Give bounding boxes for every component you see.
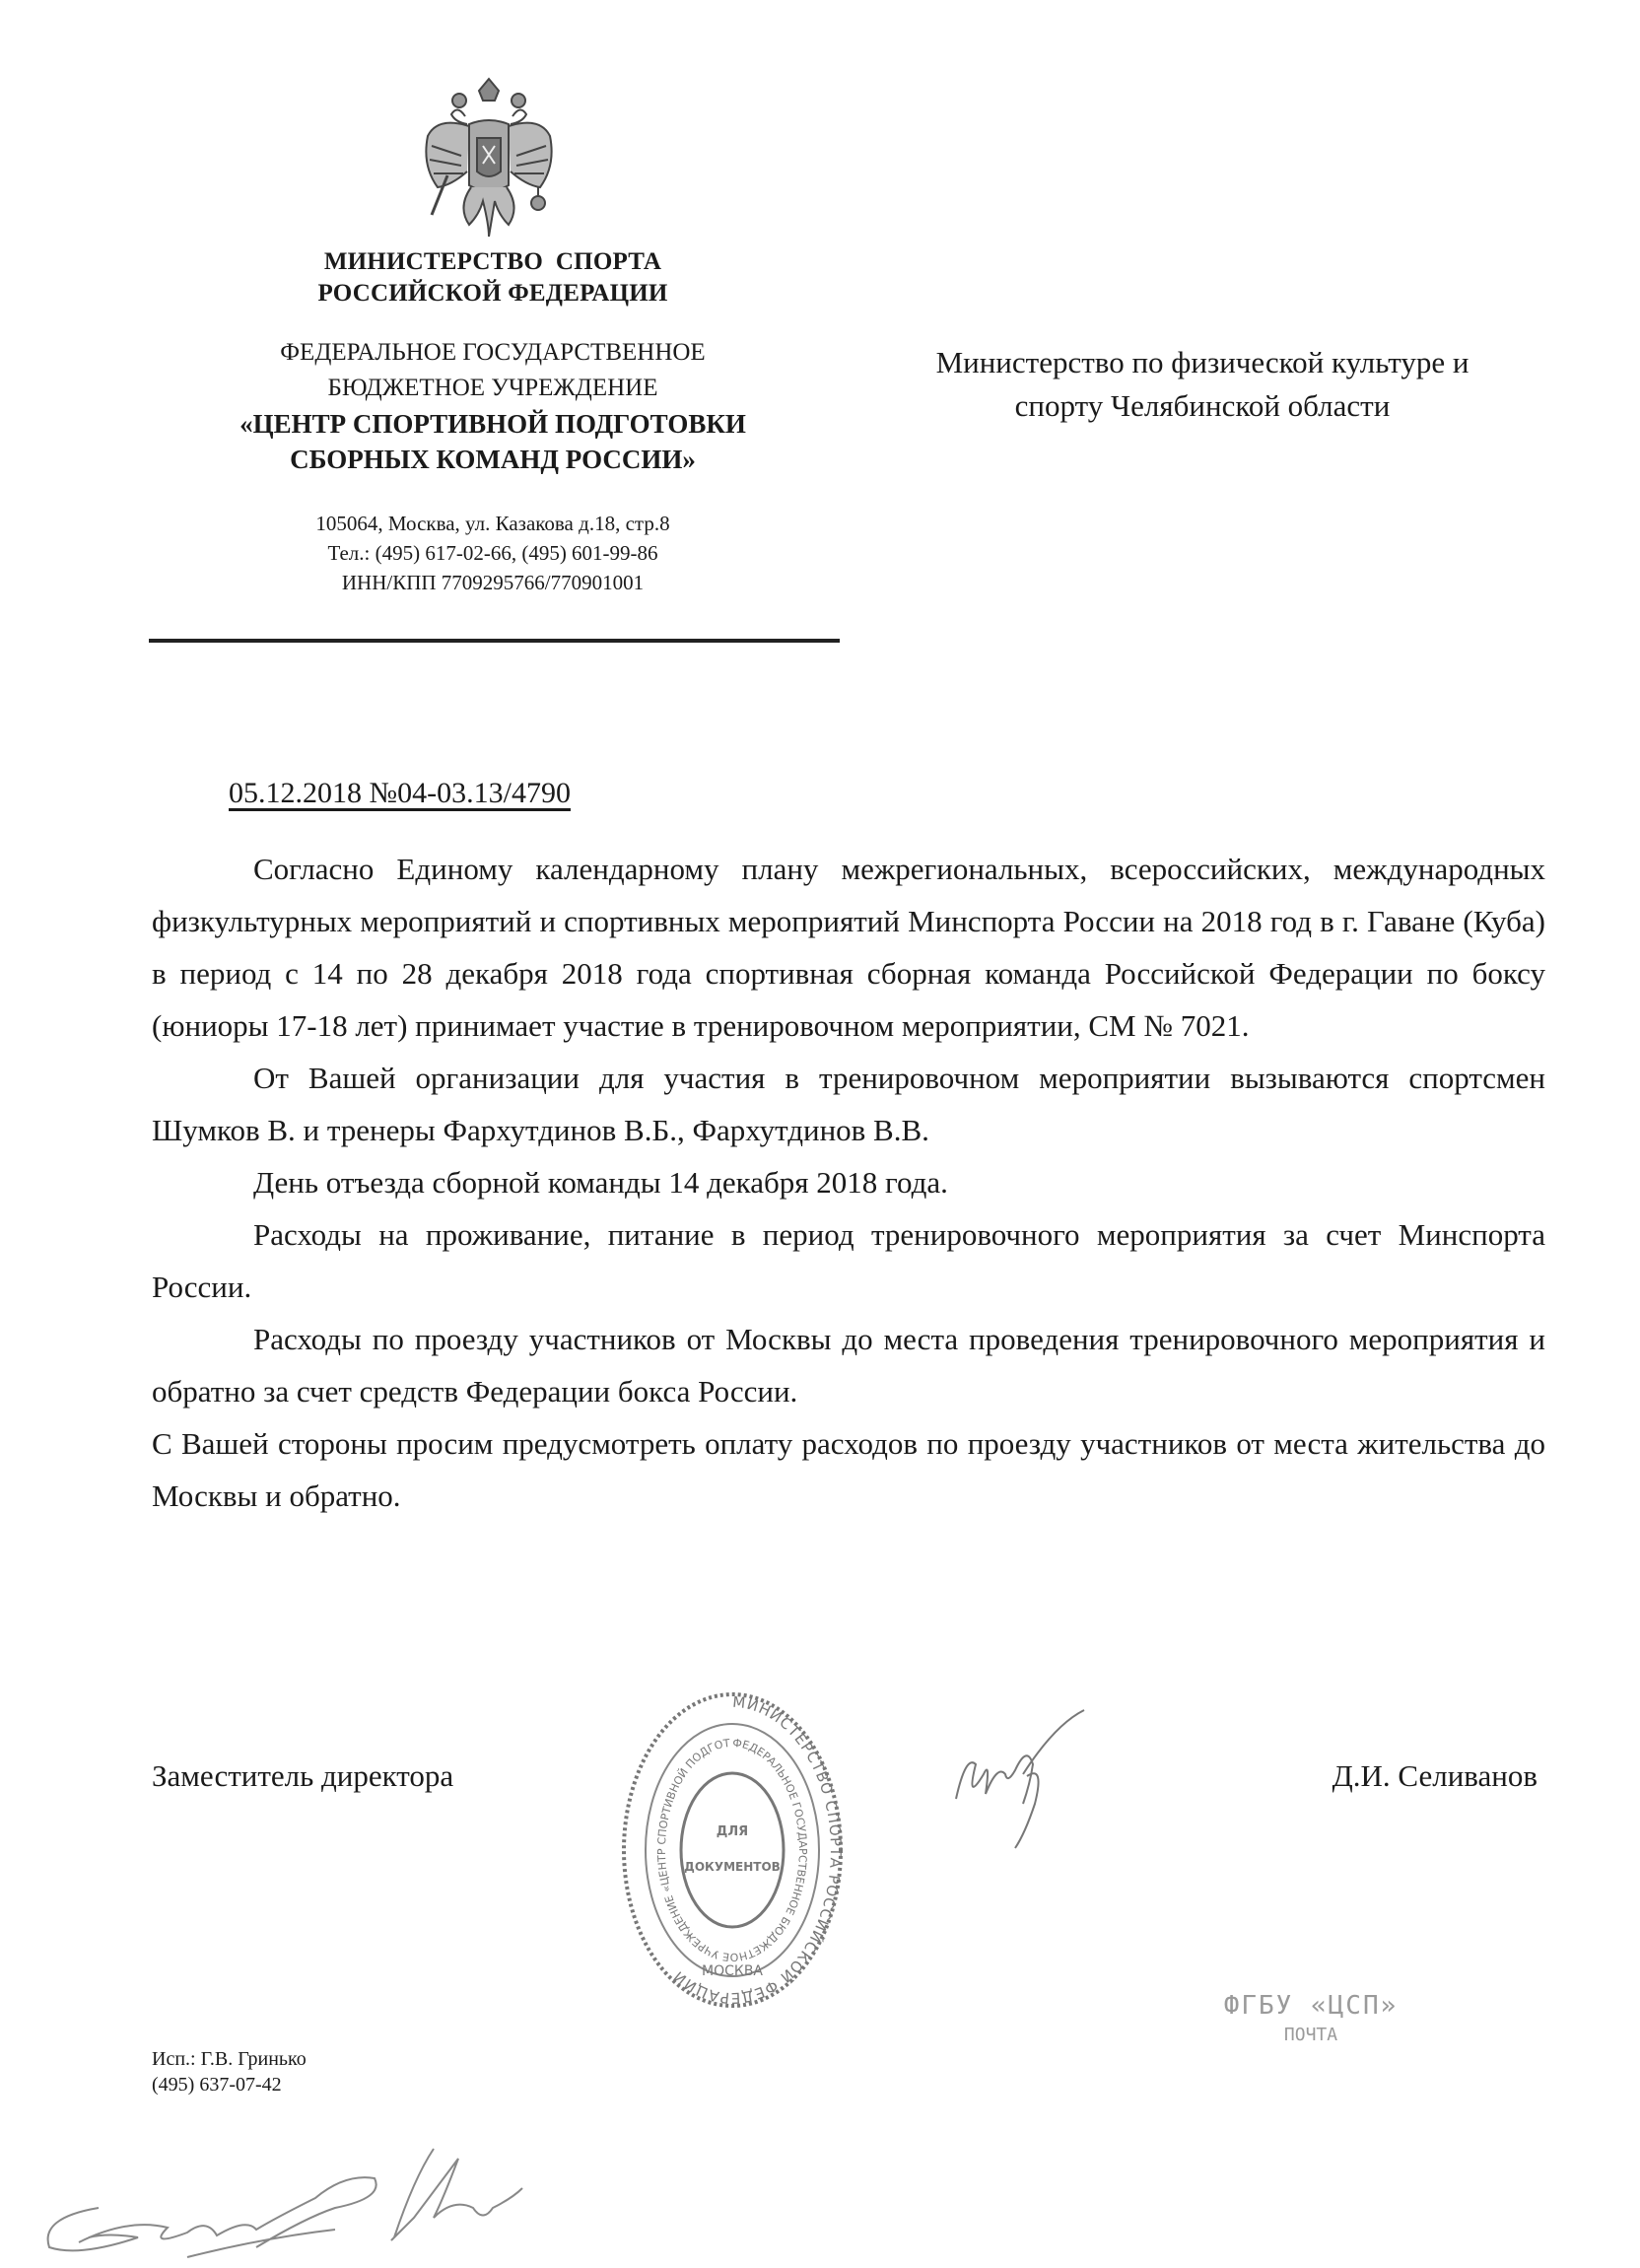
handwritten-signature xyxy=(936,1705,1104,1853)
document-reference: 05.12.2018 №04-03.13/4790 xyxy=(229,777,571,809)
org-inn-kpp: ИНН/КПП 7709295766/770901001 xyxy=(341,571,645,594)
handwritten-initials xyxy=(20,2139,532,2263)
signatory-position: Заместитель директора xyxy=(152,1758,454,1793)
seal-ring-text: ФЕДЕРАЛЬНОЕ ГОСУДАРСТВЕННОЕ БЮДЖЕТНОЕ УЧРЕЖДЕНИЕ «ЦЕНТР СПОРТИВНОЙ ПОДГОТ xyxy=(654,1736,809,1964)
seal-center-line1: ДЛЯ xyxy=(716,1824,749,1839)
org-phone: Тел.: (495) 617-02-66, (495) 601-99-86 xyxy=(327,541,658,565)
body-paragraph: С Вашей стороны просим предусмотреть оплату расходов по проезду участников от места жительства до Москвы и обратно. xyxy=(152,1426,1545,1513)
org-type-line2: БЮДЖЕТНОЕ УЧРЕЖДЕНИЕ xyxy=(327,375,658,401)
recipient-block xyxy=(848,341,1557,428)
body-paragraph: День отъезда сборной команды 14 декабря 2018 года. xyxy=(253,1165,948,1200)
body-paragraph: Расходы по проезду участников от Москвы до места проведения тренировочного мероприятия и обратно за счет средств Федерации бокса России. xyxy=(152,1322,1545,1409)
recipient-line2: спорту Челябинской области xyxy=(1014,388,1391,423)
official-seal xyxy=(619,1687,846,2013)
letterhead-divider xyxy=(149,639,840,643)
mail-stamp-label: ПОЧТА xyxy=(1283,2025,1338,2045)
org-name-line1: «ЦЕНТР СПОРТИВНОЙ ПОДГОТОВКИ xyxy=(239,409,746,439)
body-paragraph: Расходы на проживание, питание в период тренировочного мероприятия за счет Минспорта России. xyxy=(152,1217,1545,1304)
seal-outer-text: МИНИСТЕРСТВО СПОРТА РОССИЙСКОЙ ФЕДЕРАЦИИ xyxy=(669,1692,845,2008)
body-paragraph: От Вашей организации для участия в тренировочном мероприятии вызываются спортсмен Шумков В. и тренеры Фархутдинов В.Б., Фархутдинов В.В. xyxy=(152,1061,1545,1147)
recipient-line1: Министерство по физической культуре и xyxy=(935,345,1469,379)
coat-of-arms-emblem xyxy=(418,77,561,242)
body-paragraph: Согласно Единому календарному плану межрегиональных, всероссийских, международных физкультурных мероприятий и спортивных мероприятий Минспорта России на 2018 год в г. Гаване (Куба) в период с 14 по 28 декабря 2018 года спортивная сборная команда Российской Федерации по боксу (юниоры 17-18 лет) принимает участие в тренировочном мероприятии, СМ № 7021. xyxy=(152,852,1545,1043)
executor-name: Исп.: Г.В. Гринько xyxy=(152,2048,307,2070)
ministry-name-line1: МИНИСТЕРСТВО СПОРТА xyxy=(323,248,662,275)
seal-city: МОСКВА xyxy=(702,1963,763,1979)
mail-stamp-org: ФГБУ «ЦСП» xyxy=(1223,1991,1399,2021)
executor-phone: (495) 637-07-42 xyxy=(152,2074,282,2096)
double-headed-eagle-icon xyxy=(418,77,561,242)
executor-block xyxy=(152,2046,307,2097)
seal-center-line2: ДОКУМЕНТОВ xyxy=(684,1860,781,1874)
mail-stamp xyxy=(1212,1991,1409,2045)
signatory-name: Д.И. Селиванов xyxy=(1332,1758,1538,1793)
org-address: 105064, Москва, ул. Казакова д.18, стр.8 xyxy=(315,512,670,535)
org-type-line1: ФЕДЕРАЛЬНОЕ ГОСУДАРСТВЕННОЕ xyxy=(280,339,706,366)
letter-body xyxy=(152,843,1545,1522)
letterhead-block xyxy=(148,246,838,597)
org-name-line2: СБОРНЫХ КОМАНД РОССИИ» xyxy=(290,445,696,474)
ministry-name-line2: РОССИЙСКОЙ ФЕДЕРАЦИИ xyxy=(317,280,668,307)
